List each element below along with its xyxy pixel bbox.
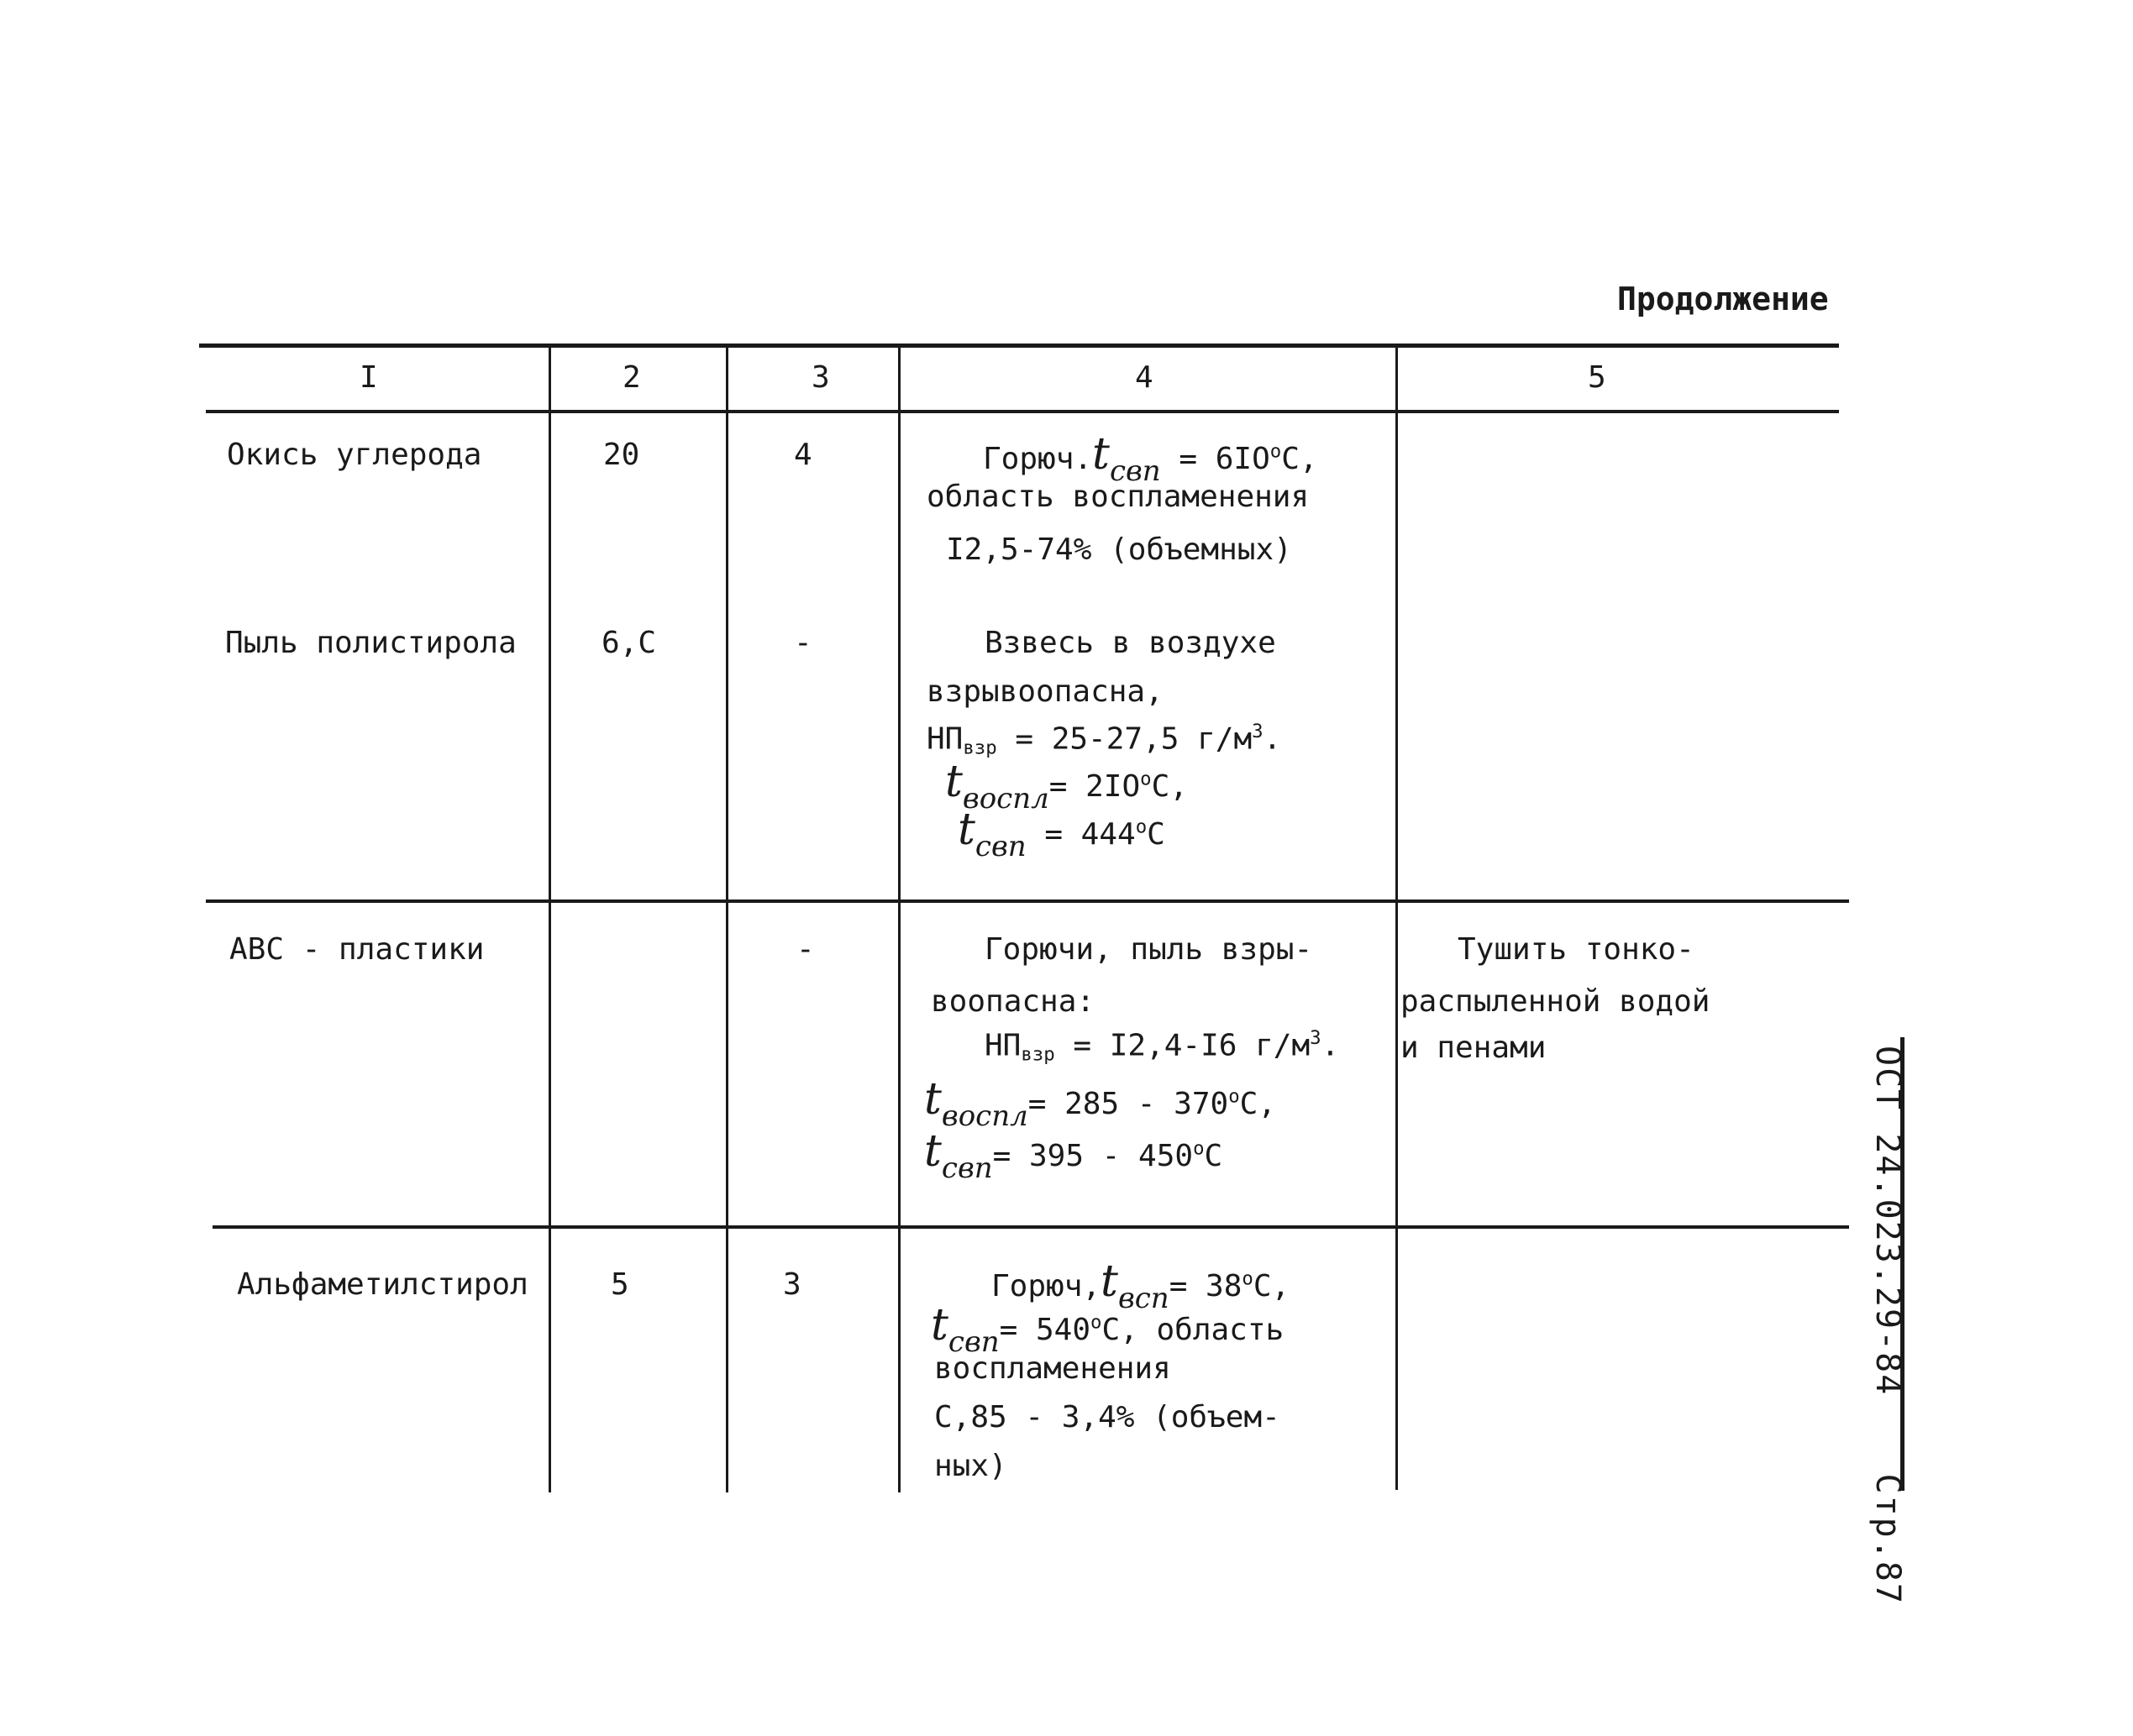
col-2-value: 6,C (602, 626, 657, 660)
col-divider-1 (549, 346, 551, 1492)
property-line-1: Горюч,tвсп= $38^oC$, (991, 1256, 1290, 1315)
col-3-value: 3 (783, 1267, 801, 1302)
property-line-3: $НП_{взр} = I2,4-I6$ $г/м^3$. (985, 1027, 1340, 1066)
property-line-4: tвоспл= 285 - 370$^o$C, (924, 1074, 1276, 1133)
continuation-label: Продолжение (1617, 281, 1829, 317)
col-divider-2 (726, 346, 728, 1492)
property-line-3: $НП_{взр} = 25-27,5$ $г/м^3$. (927, 721, 1282, 759)
substance-name: Окись углерода (227, 438, 482, 472)
header-rule (206, 410, 1839, 413)
substance-name: Альфаметилстирол (237, 1267, 528, 1302)
remark-line-3: и пенами (1400, 1031, 1547, 1065)
header-col-2: 2 (623, 360, 641, 395)
header-col-4: 4 (1135, 360, 1153, 395)
property-line-3: воспламенения (934, 1351, 1171, 1386)
property-line-3: I2,5-74% (объемных) (946, 532, 1292, 567)
header-col-5: 5 (1588, 360, 1606, 395)
property-line-1: Горюч.tсвп = $6IO^oC$, (983, 429, 1318, 488)
remark-line-2: распыленной водой (1400, 984, 1710, 1019)
property-line-5: tсвп= 395 - 450$^o$C (924, 1126, 1223, 1185)
substance-name: Пыль полистирола (225, 626, 517, 660)
remark-line-1: Тушить тонко- (1458, 932, 1694, 967)
property-line-2: tсвп= $540^oC$, область (931, 1300, 1285, 1359)
side-note (1868, 1046, 1907, 1605)
page-number: Стр.87 (1868, 1473, 1907, 1605)
property-line-5: ных) (934, 1449, 1007, 1483)
col-3-value: - (796, 932, 815, 967)
property-line-5: tсвп = $444^oC$ (958, 805, 1165, 863)
substance-name: АВС - пластики (229, 932, 485, 967)
property-line-4: C,85 - 3,4% (объем- (934, 1400, 1280, 1434)
col-3-value: - (794, 626, 812, 660)
property-line-2: область воспламенения (927, 480, 1310, 514)
header-col-1: I (360, 360, 378, 395)
header-col-3: 3 (812, 360, 830, 395)
col-divider-4 (1395, 346, 1398, 1490)
property-line-1: Взвесь в воздухе (985, 626, 1276, 660)
row-rule-2 (206, 899, 1849, 903)
col-divider-3 (898, 346, 901, 1492)
property-line-2: воопасна: (931, 984, 1095, 1019)
col-2-value: 20 (603, 438, 640, 472)
col-2-value: 5 (611, 1267, 629, 1302)
table-top-rule (199, 344, 1839, 348)
property-line-4: tвоспл= $2IO^oC$, (945, 757, 1188, 816)
property-line-2: взрывоопасна, (927, 674, 1164, 709)
row-rule-3 (213, 1225, 1849, 1229)
property-line-1: Горючи, пыль взры- (985, 932, 1313, 967)
col-3-value: 4 (794, 438, 812, 472)
document-code: ОСТ 24.023.29-84 (1868, 1046, 1907, 1397)
